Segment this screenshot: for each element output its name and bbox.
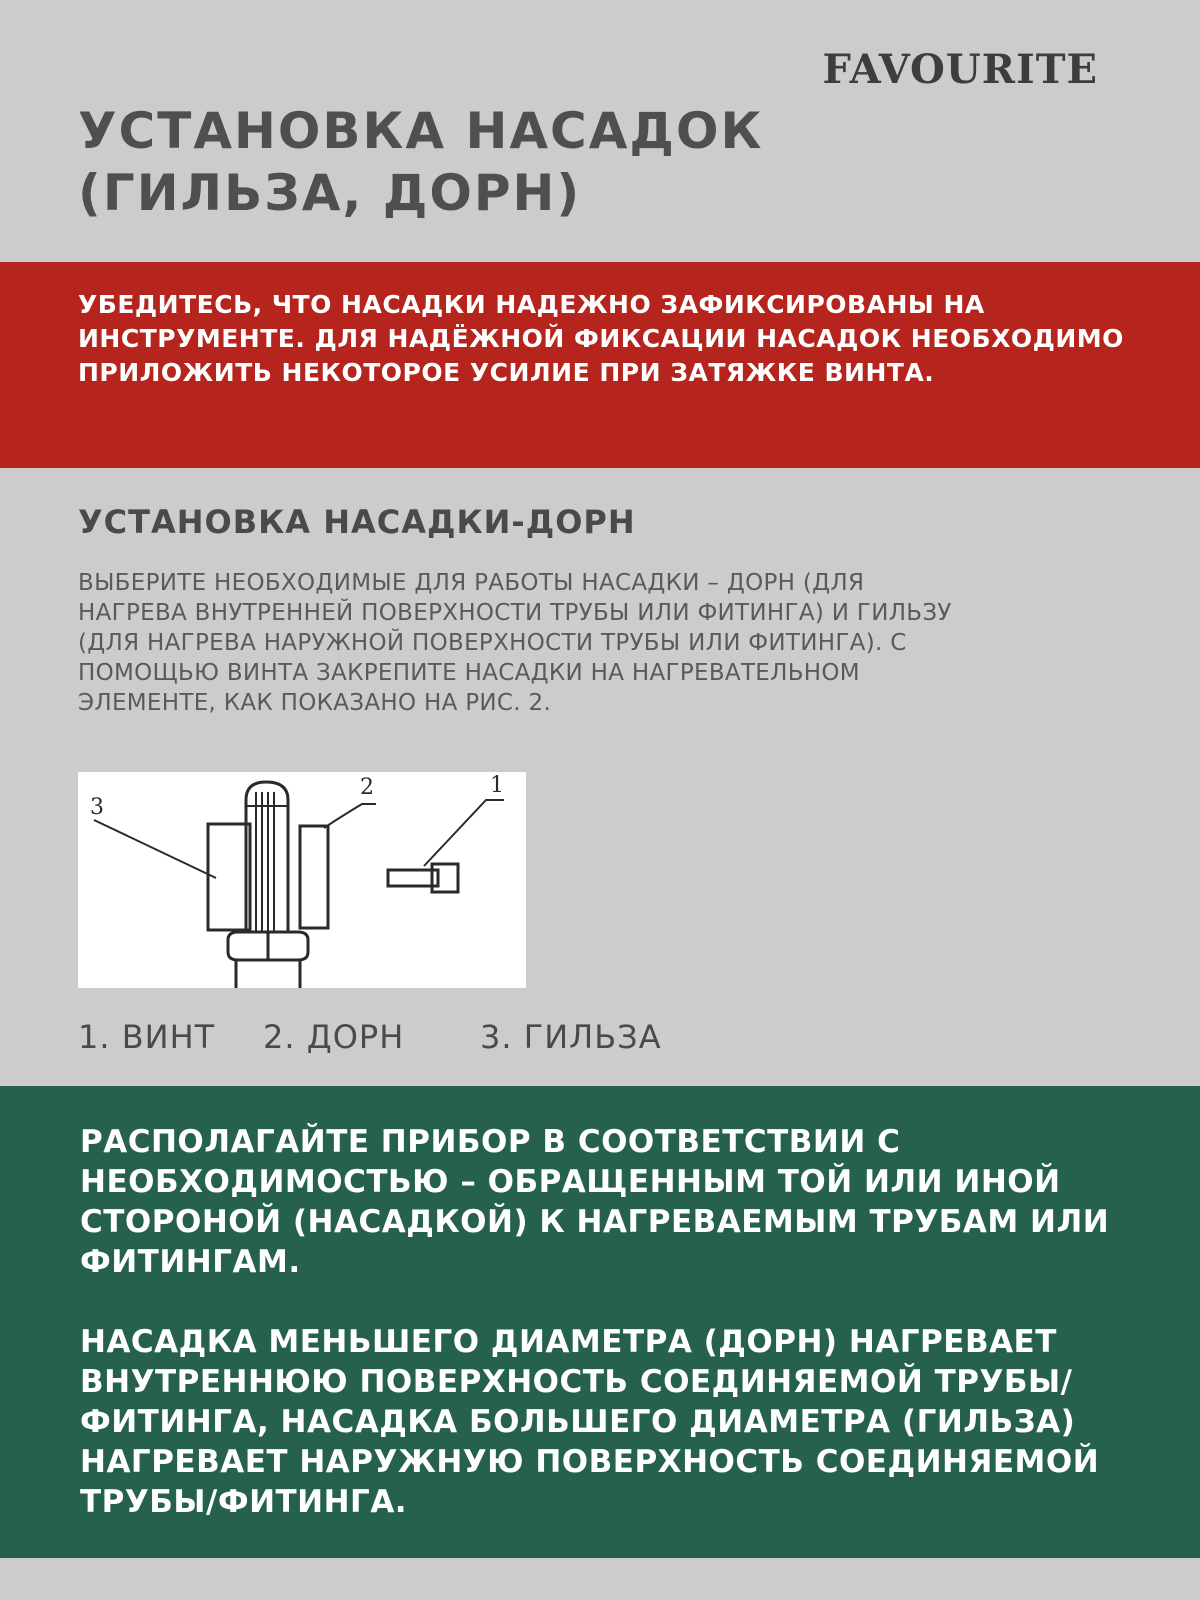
assembly-diagram-svg: [78, 772, 526, 988]
assembly-diagram: [78, 772, 526, 988]
page-title: [78, 100, 1078, 224]
page-title-line-2: (ГИЛЬЗА, ДОРН): [78, 164, 582, 222]
legend-item-mandrel: 2. ДОРН: [263, 1018, 405, 1056]
info-banner: [0, 1086, 1200, 1558]
page-title-line-1: УСТАНОВКА НАСАДОК: [78, 102, 764, 160]
legend-item-screw: 1. ВИНТ: [78, 1018, 216, 1056]
section-text: ВЫБЕРИТЕ НЕОБХОДИМЫЕ ДЛЯ РАБОТЫ НАСАДКИ – ДОРН (ДЛЯ НАГРЕВА ВНУТРЕННЕЙ ПОВЕРХНОСТИ ТРУБЫ ИЛИ ФИТИНГА) И ГИЛЬЗУ (ДЛЯ НАГРЕВА НАРУЖНОЙ ПОВЕРХНОСТИ ТРУБЫ ИЛИ ФИТИНГА). С ПОМОЩЬЮ ВИНТА ЗАКРЕПИТЕ НАСАДКИ НА НАГРЕВАТЕЛЬНОМ ЭЛЕМЕНТЕ, КАК ПОКАЗАНО НА РИС. 2.: [78, 570, 952, 716]
warning-banner: [0, 262, 1200, 468]
legend-item-sleeve: 3. ГИЛЬЗА: [480, 1018, 662, 1056]
info-paragraph-2: НАСАДКА МЕНЬШЕГО ДИАМЕТРА (ДОРН) НАГРЕВАЕТ ВНУТРЕННЮЮ ПОВЕРХНОСТЬ СОЕДИНЯЕМОЙ ТРУБЫ/ФИТИНГА, НАСАДКА БОЛЬШЕГО ДИАМЕТРА (ГИЛЬЗА) НАГРЕВАЕТ НАРУЖНУЮ ПОВЕРХНОСТЬ СОЕДИНЯЕМОЙ ТРУБЫ/ФИТИНГА.: [80, 1324, 1100, 1520]
callout-3: 3: [90, 795, 104, 820]
callout-1: 1: [490, 773, 504, 798]
section-heading: УСТАНОВКА НАСАДКИ-ДОРН: [78, 503, 636, 541]
callout-2: 2: [360, 775, 374, 800]
info-paragraph-1: РАСПОЛАГАЙТЕ ПРИБОР В СООТВЕТСТВИИ С НЕОБХОДИМОСТЬЮ – ОБРАЩЕННЫМ ТОЙ ИЛИ ИНОЙ СТОРОНОЙ (НАСАДКОЙ) К НАГРЕВАЕМЫМ ТРУБАМ ИЛИ ФИТИНГАМ.: [80, 1124, 1110, 1280]
mandrel-part: [300, 826, 328, 928]
brand-logo: FAVOURITE: [822, 46, 1098, 93]
warning-text: УБЕДИТЕСЬ, ЧТО НАСАДКИ НАДЕЖНО ЗАФИКСИРОВАНЫ НА ИНСТРУМЕНТЕ. ДЛЯ НАДЁЖНОЙ ФИКСАЦИИ НАСАДОК НЕОБХОДИМО ПРИЛОЖИТЬ НЕКОТОРОЕ УСИЛИЕ ПРИ ЗАТЯЖКЕ ВИНТА.: [78, 290, 1124, 387]
